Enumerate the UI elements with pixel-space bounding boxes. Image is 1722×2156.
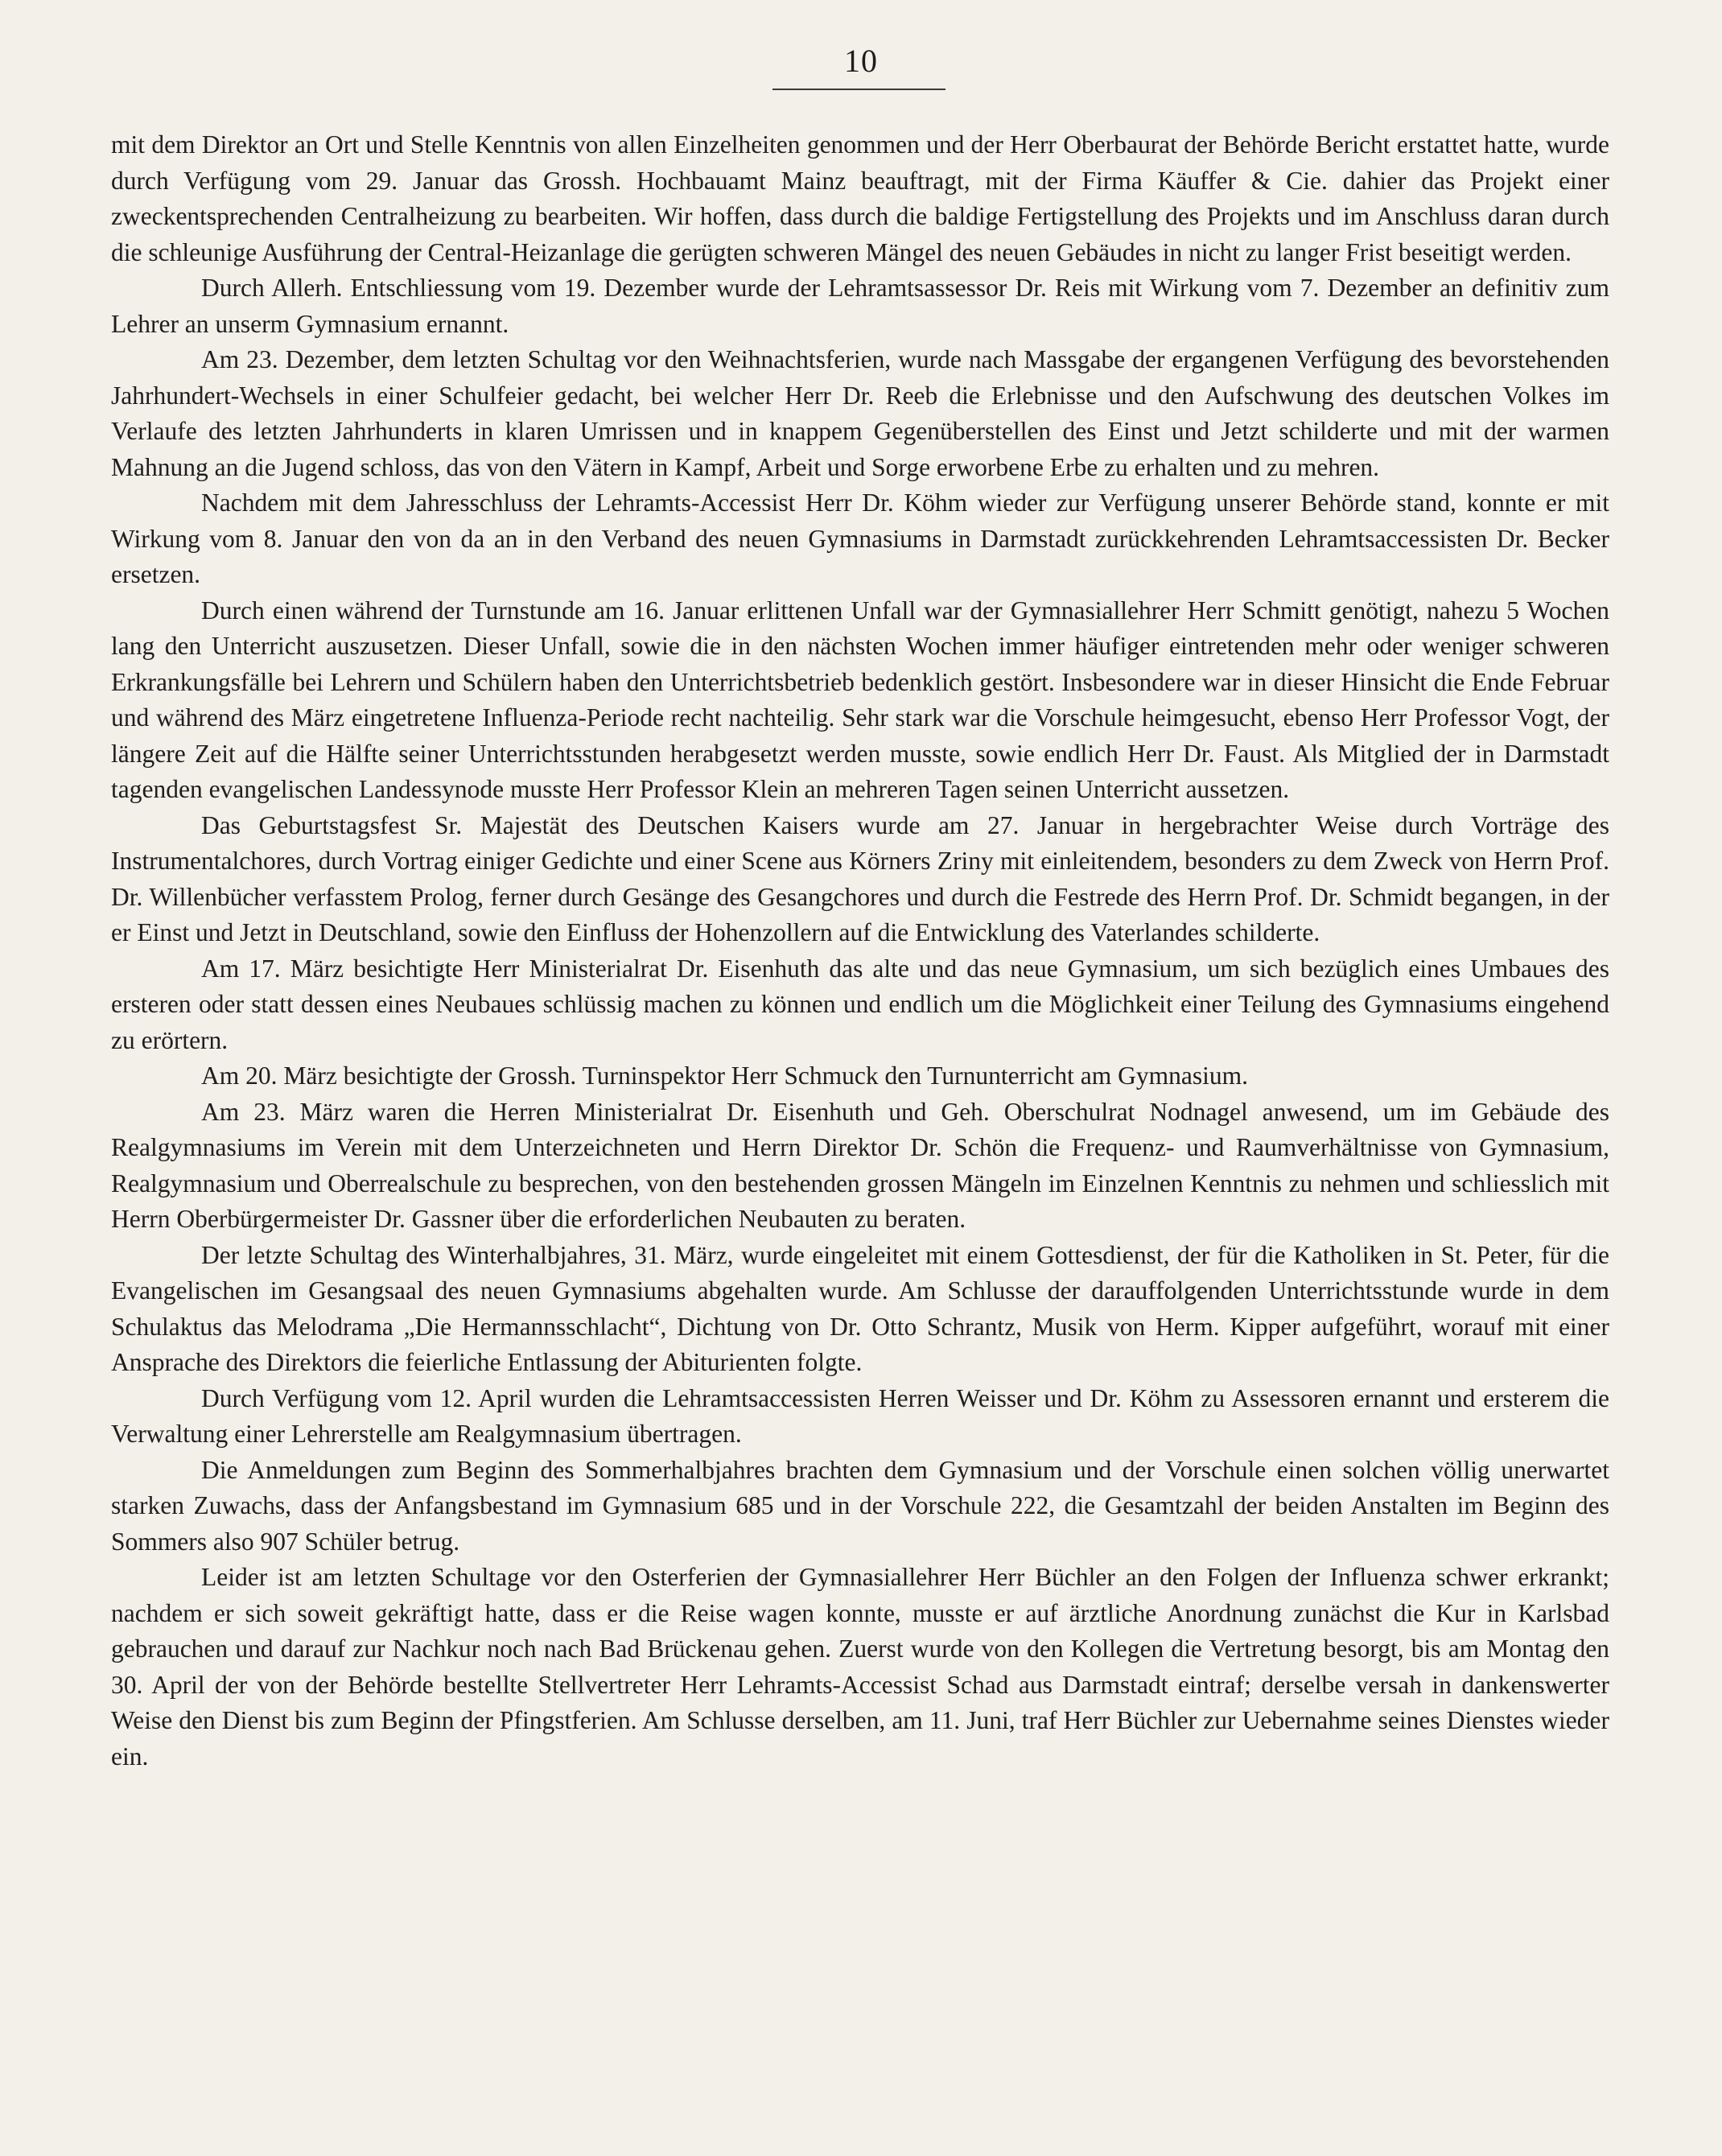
paragraph-turninspektor-visit: Am 20. März besichtigte der Grossh. Turninspektor Herr Schmuck den Turnunterricht am Gymnasium.: [201, 1062, 1248, 1090]
paragraph-koehm-return: Nachdem mit dem Jahresschluss der Lehramts-Accessist Herr Dr. Köhm wieder zur Verfügung unserer Behörde stand, konnte er mit Wirkung vom 8. Januar den von da an in den Verband des neuen Gymnasiums in Darmstadt zurückkehrenden Lehramtsaccessisten Dr. Becker ersetzen.: [111, 489, 1609, 588]
paragraph-winter-term-end: Der letzte Schultag des Winterhalbjahres, 31. März, wurde eingeleitet mit einem Gottesdienst, der für die Katholiken in St. Peter, für die Evangelischen im Gesangsaal des neuen Gymnasiums abgehalten wurde. Am Schlusse der darauffolgenden Unterrichtsstunde wurde in dem Schulaktus das Melodrama „Die Hermannsschlacht“, Dichtung von Dr. Otto Schrantz, Musik von Herm. Kipper aufgeführt, worauf mit einer Ansprache des Direktors die feierliche Entlassung der Abiturienten folgte.: [111, 1240, 1609, 1376]
paragraph-heating-project: mit dem Direktor an Ort und Stelle Kenntnis von allen Einzelheiten genommen und der Herr Oberbaurat der Behörde Bericht erstattet hatte, wurde durch Verfügung vom 29. Januar das Grossh. Hochbauamt Mainz beauftragt, mit der Firma Käuffer & Cie. dahier das Projekt einer zweckentsprechenden Centralheizung zu bearbeiten. Wir hoffen, dass durch die baldige Fertigstellung des Projekts und im Anschluss daran durch die schleunige Ausführung der Central-Heizanlage die gerügten schweren Mängel des neuen Gebäudes in nicht zu langer Frist beseitigt werden.: [111, 130, 1609, 266]
paragraph-buechler-illness: Leider ist am letzten Schultage vor den Osterferien der Gymnasiallehrer Herr Büchler an den Folgen der Influenza schwer erkrankt; nachdem er sich soweit gekräftigt hatte, dass er die Reise wagen konnte, musste er auf ärztliche Anordnung zunächst die Kur in Karlsbad gebrauchen und darauf zur Nachkur noch nach Bad Brückenau gehen. Zuerst wurde von den Kollegen die Vertretung besorgt, bis am Montag den 30. April der von der Behörde bestellte Stellvertreter Herr Lehramts-Accessist Schad aus Darmstadt eintraf; derselbe versah in dankenswerter Weise den Dienst bis zum Beginn der Pfingstferien. Am Schlusse derselben, am 11. Juni, traf Herr Büchler zur Uebernahme seines Dienstes wieder ein.: [111, 1563, 1609, 1771]
paragraph-reis-appointment: Durch Allerh. Entschliessung vom 19. Dezember wurde der Lehramtsassessor Dr. Reis mit Wirkung vom 7. Dezember an definitiv zum Lehrer an unserm Gymnasium ernannt.: [111, 274, 1609, 338]
body-text: [111, 127, 1609, 1775]
page-number: 10: [844, 43, 878, 79]
paragraph-kaiser-birthday: Das Geburtstagsfest Sr. Majestät des Deutschen Kaisers wurde am 27. Januar in hergebrachter Weise durch Vorträge des Instrumentalchores, durch Vortrag einiger Gedichte und einer Scene aus Körners Zriny mit einleitendem, besonders zu dem Zweck von Herrn Prof. Dr. Willenbücher verfasstem Prolog, ferner durch Gesänge des Gesangchores und durch die Festrede des Herrn Prof. Dr. Schmidt begangen, in der er Einst und Jetzt in Deutschland, sowie den Einfluss der Hohenzollern auf die Entwicklung des Vaterlandes schilderte.: [111, 810, 1609, 946]
paragraph-enrollment: Die Anmeldungen zum Beginn des Sommerhalbjahres brachten dem Gymnasium und der Vorschule einen solchen völlig unerwartet starken Zuwachs, dass der Anfangsbestand im Gymnasium 685 und in der Vorschule 222, die Gesamtzahl der beiden Anstalten im Beginn des Sommers also 907 Schüler betrug.: [111, 1455, 1609, 1556]
paragraph-assessor-appointments: Durch Verfügung vom 12. April wurden die Lehramtsaccessisten Herren Weisser und Dr. Köhm zu Assessoren ernannt und ersterem die Verwaltung einer Lehrerstelle am Realgymnasium übertragen.: [111, 1383, 1609, 1448]
paragraph-illness-absences: Durch einen während der Turnstunde am 16. Januar erlittenen Unfall war der Gymnasiallehrer Herr Schmitt genötigt, nahezu 5 Wochen lang den Unterricht auszusetzen. Dieser Unfall, sowie die in den nächsten Wochen immer häufiger eintretenden mehr oder weniger schweren Erkrankungsfälle bei Lehrern und Schülern haben den Unterrichtsbetrieb bedenklich gestört. Insbesondere war in dieser Hinsicht die Ende Februar und während des März eingetretene Influenza-Periode recht nachteilig. Sehr stark war die Vorschule heimgesucht, ebenso Herr Professor Vogt, der längere Zeit auf die Hälfte seiner Unterrichtsstunden herabgesetzt werden musste, sowie endlich Herr Dr. Faust. Als Mitglied der in Darmstadt tagenden evangelischen Landessynode musste Herr Professor Klein an mehreren Tagen seinen Unterricht aussetzen.: [111, 596, 1609, 803]
paragraph-century-celebration: Am 23. Dezember, dem letzten Schultag vor den Weihnachtsferien, wurde nach Massgabe der ergangenen Verfügung des bevorstehenden Jahrhundert-Wechsels in einer Schulfeier gedacht, bei welcher Herr Dr. Reeb die Erlebnisse und den Aufschwung des deutschen Volkes im Verlaufe des letzten Jahrhunderts in klaren Umrissen und in knappem Gegenüberstellen des Einst und Jetzt schilderte und mit der warmen Mahnung an die Jugend schloss, das von den Vätern in Kampf, Arbeit und Sorge erworbene Erbe zu erhalten und zu mehren.: [111, 345, 1609, 481]
paragraph-eisenhuth-visit: Am 17. März besichtigte Herr Ministerialrat Dr. Eisenhuth das alte und das neue Gymnasium, um sich bezüglich eines Umbaues des ersteren oder statt dessen eines Neubaues schlüssig machen zu können und endlich um die Möglichkeit einer Teilung des Gymnasiums eingehend zu erörtern.: [111, 954, 1609, 1054]
paragraph-march-23-meeting: Am 23. März waren die Herren Ministerialrat Dr. Eisenhuth und Geh. Oberschulrat Nodnagel anwesend, um im Gebäude des Realgymnasiums im Verein mit dem Unterzeichneten und Herrn Direktor Dr. Schön die Frequenz- und Raumverhältnisse von Gymnasium, Realgymnasium und Oberrealschule zu besprechen, von den bestehenden grossen Mängeln im Einzelnen Kenntnis zu nehmen und schliesslich mit Herrn Oberbürgermeister Dr. Gassner über die erforderlichen Neubauten zu beraten.: [111, 1097, 1609, 1233]
page-number-rule: [772, 89, 945, 90]
